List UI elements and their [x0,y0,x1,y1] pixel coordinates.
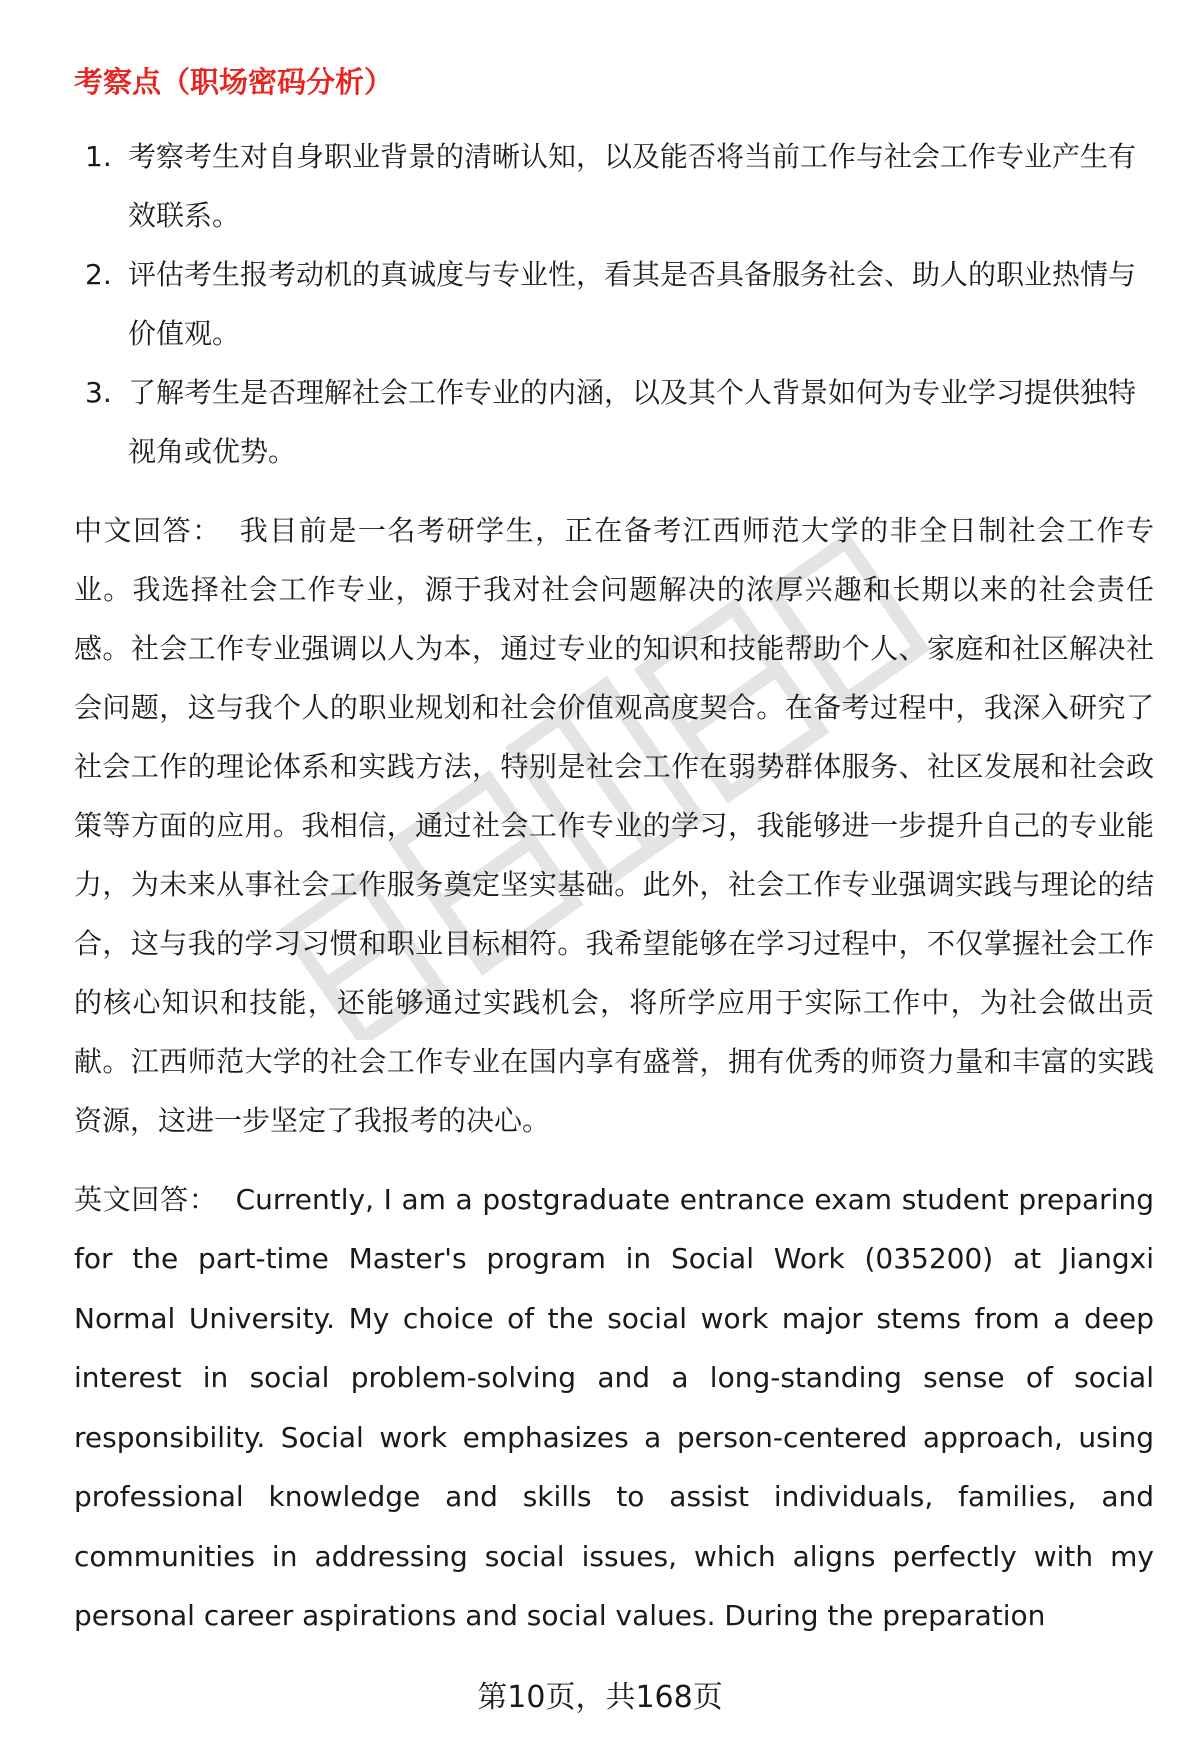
list-item-text: 评估考生报考动机的真诚度与专业性，看其是否具备服务社会、助人的职业热情与价值观。 [128,257,1137,350]
list-item [74,127,1154,245]
document-page [74,50,1154,1666]
english-answer [74,1170,1154,1646]
list-item-text: 考察考生对自身职业背景的清晰认知，以及能否将当前工作与社会工作专业产生有效联系。 [128,139,1137,232]
list-item [74,363,1154,481]
list-item-number: 2. [85,257,112,291]
list-item-number: 1. [85,139,112,173]
english-answer-label: 英文回答： [74,1182,218,1216]
english-answer-text: Currently, I am a postgraduate entrance exam student preparing for the part-time Master's program in Social Work (035200) at Jiangxi Normal University. My choice of the social work major stems from a deep interest in social problem-solving and a long-standing sense of social responsibility. Social work emphasizes a person-centered approach, using professional knowledge and skills to assist individuals, families, and communities in addressing social issues, which aligns perfectly with my personal career aspirations and social values. During the preparation [74,1182,1154,1633]
chinese-answer [74,501,1154,1150]
list-item-number: 3. [85,375,112,409]
list-item [74,245,1154,363]
exam-points-list [74,127,1154,481]
section-title: 考察点（职场密码分析） [74,65,394,99]
list-item-text: 了解考生是否理解社会工作专业的内涵，以及其个人背景如何为专业学习提供独特视角或优势。 [128,375,1137,468]
page-number-footer: 第10页，共168页 [477,1680,723,1715]
chinese-answer-label: 中文回答： [74,513,222,547]
chinese-answer-text: 我目前是一名考研学生，正在备考江西师范大学的非全日制社会工作专业。我选择社会工作专业，源于我对社会问题解决的浓厚兴趣和长期以来的社会责任感。社会工作专业强调以人为本，通过专业的知识和技能帮助个人、家庭和社区解决社会问题，这与我个人的职业规划和社会价值观高度契合。在备考过程中，我深入研究了社会工作的理论体系和实践方法，特别是社会工作在弱势群体服务、社区发展和社会政策等方面的应用。我相信，通过社会工作专业的学习，我能够进一步提升自己的专业能力，为未来从事社会工作服务奠定坚实基础。此外，社会工作专业强调实践与理论的结合，这与我的学习习惯和职业目标相符。我希望能够在学习过程中，不仅掌握社会工作的核心知识和技能，还能够通过实践机会，将所学应用于实际工作中，为社会做出贡献。江西师范大学的社会工作专业在国内享有盛誉，拥有优秀的师资力量和丰富的实践资源，这进一步坚定了我报考的决心。 [74,513,1154,1137]
